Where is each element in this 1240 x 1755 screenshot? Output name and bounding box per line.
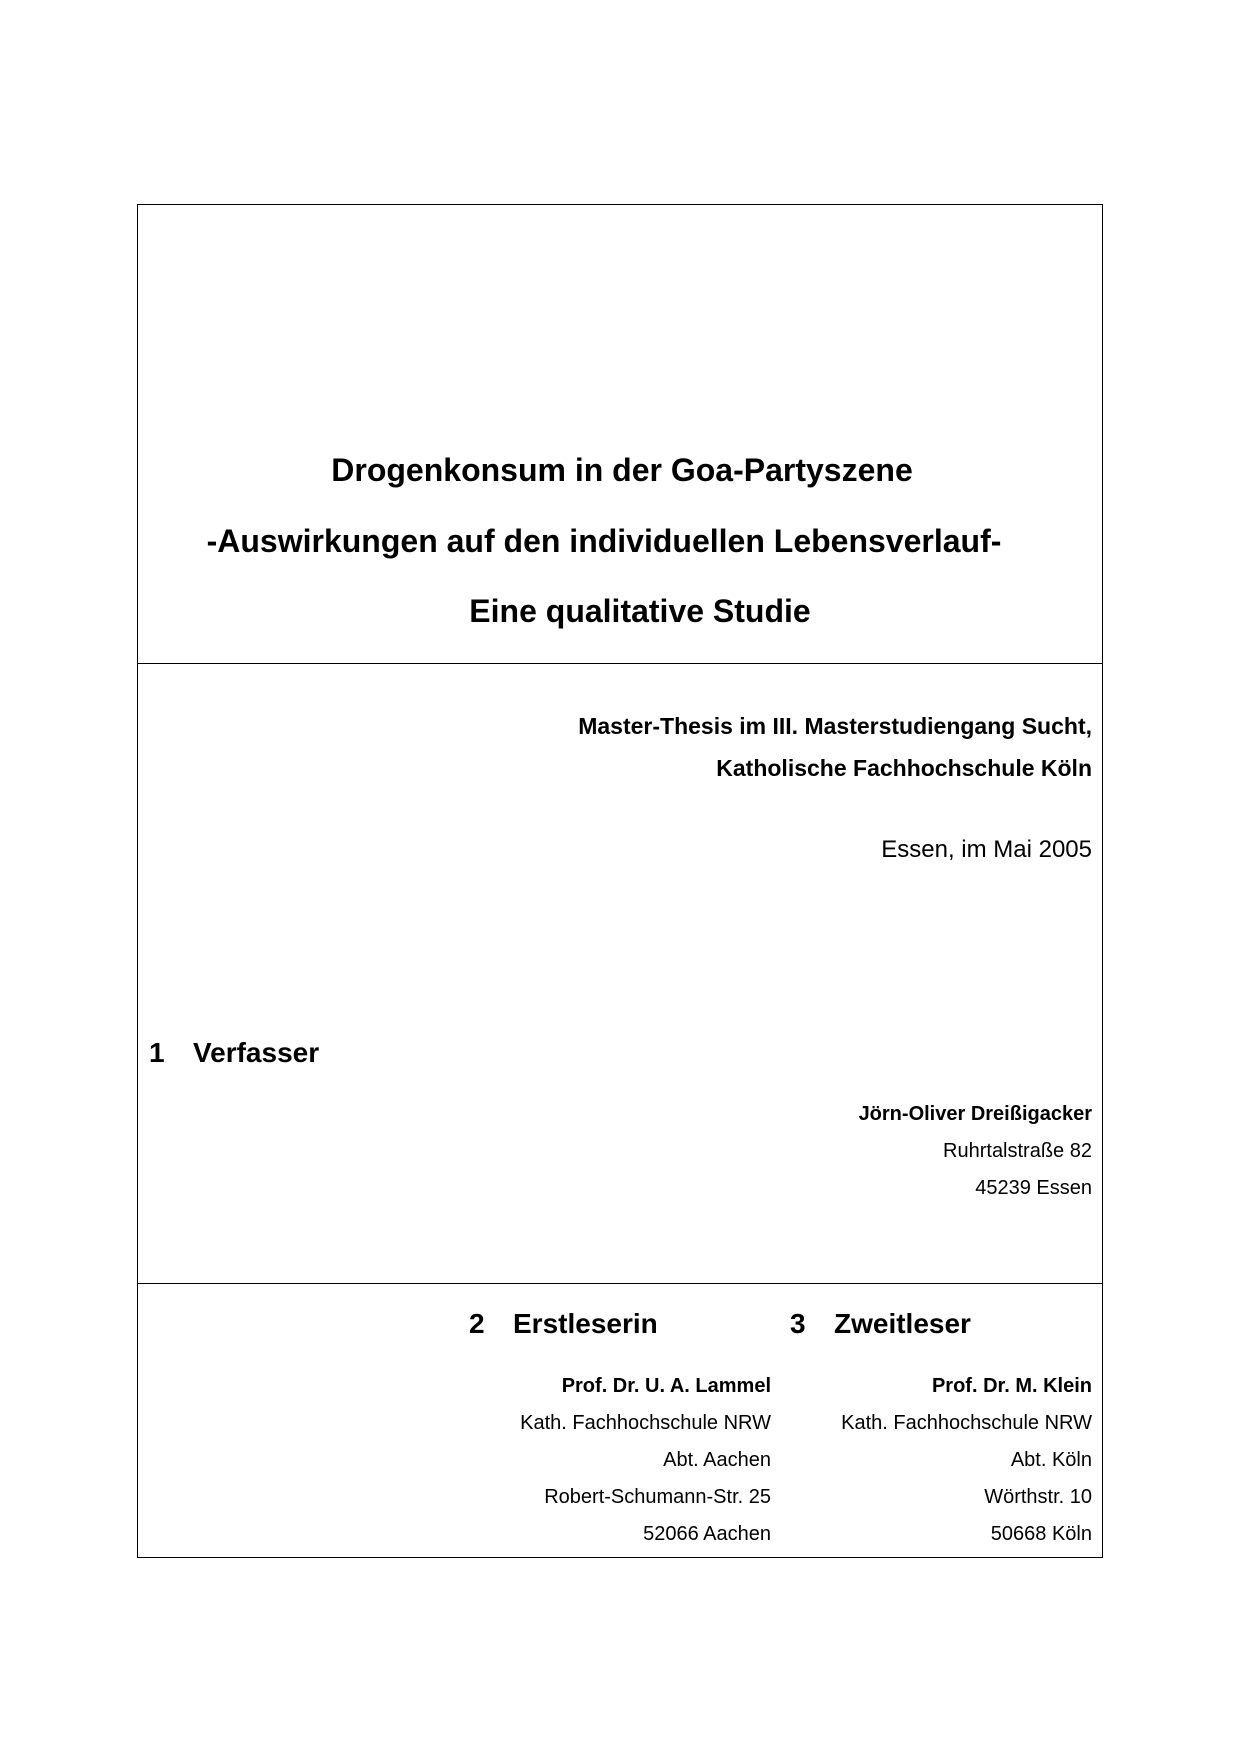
second-reader-name: Prof. Dr. M. Klein [931, 1375, 1092, 1397]
author-street: Ruhrtalstraße 82 [943, 1140, 1092, 1162]
title-line-3: Eine qualitative Studie [469, 593, 811, 629]
second-reader-heading-label: Zweitleser [834, 1308, 971, 1339]
first-reader-heading [469, 1308, 658, 1340]
author-name: Jörn-Oliver Dreißigacker [858, 1103, 1092, 1125]
second-reader-street: Wörthstr. 10 [984, 1486, 1092, 1508]
title-line-2: -Auswirkungen auf den individuellen Lebensverlauf- [206, 523, 1002, 559]
first-reader-name: Prof. Dr. U. A. Lammel [561, 1375, 771, 1397]
first-reader-street: Robert-Schumann-Str. 25 [544, 1486, 771, 1508]
first-reader-department: Abt. Aachen [663, 1449, 771, 1471]
title-page-frame [137, 204, 1103, 1558]
author-city: 45239 Essen [975, 1177, 1092, 1199]
second-reader-city: 50668 Köln [990, 1523, 1092, 1545]
second-reader-number: 3 [790, 1308, 806, 1339]
thesis-line-2: Katholische Fachhochschule Köln [716, 755, 1092, 781]
first-reader-institution: Kath. Fachhochschule NRW [520, 1412, 771, 1434]
place-date: Essen, im Mai 2005 [881, 836, 1092, 863]
first-reader-address [520, 1368, 771, 1553]
second-reader-department: Abt. Köln [1010, 1449, 1092, 1471]
title-line-1: Drogenkonsum in der Goa-Partyszene [331, 452, 913, 488]
thesis-line-1: Master-Thesis im III. Masterstudiengang Sucht, [578, 713, 1092, 739]
first-reader-heading-label: Erstleserin [513, 1308, 658, 1339]
author-number: 1 [149, 1037, 165, 1068]
divider-title [138, 663, 1102, 664]
second-reader-institution: Kath. Fachhochschule NRW [841, 1412, 1092, 1434]
author-heading-label: Verfasser [193, 1037, 320, 1068]
first-reader-city: 52066 Aachen [643, 1523, 771, 1545]
author-address [859, 1096, 1092, 1207]
second-reader-address [841, 1368, 1092, 1553]
author-heading [149, 1037, 319, 1069]
first-reader-number: 2 [469, 1308, 485, 1339]
second-reader-heading [790, 1308, 971, 1340]
divider-readers [138, 1283, 1102, 1284]
